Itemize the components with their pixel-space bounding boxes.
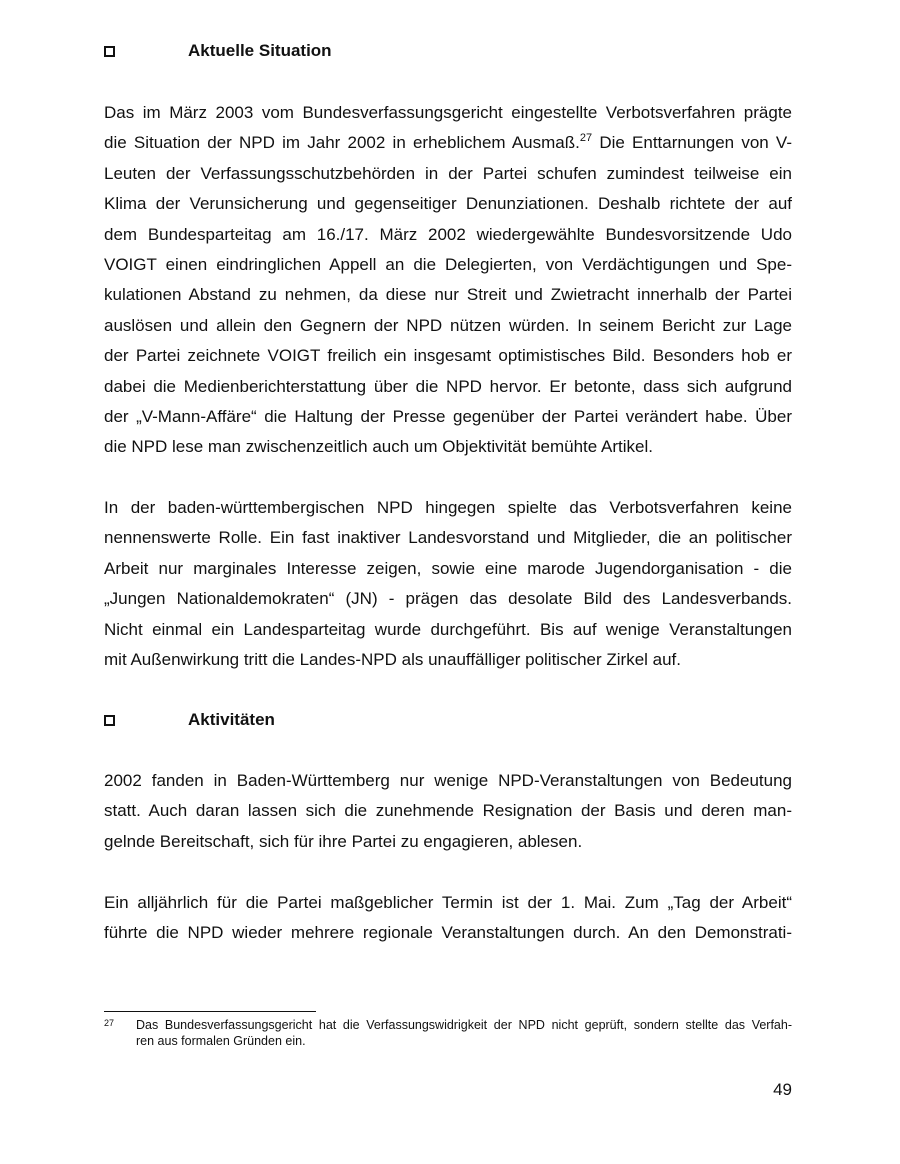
checkbox-bullet-icon [104,715,115,726]
text-line: In der baden-württembergischen NPD hingegen spielte das Verbotsverfahren keine [104,498,792,517]
section-heading-text: Aktivitäten [188,710,275,729]
footnote-separator [104,1011,316,1012]
footnote-line: Das Bundesverfassungsgericht hat die Verfassungswidrigkeit der NPD nicht geprüft, sondern stellte das Verfah- [136,1018,792,1032]
page-number: 49 [773,1080,792,1099]
text-line: Arbeit nur marginales Interesse zeigen, sowie eine marode Jugendorganisation - die [104,558,792,578]
text-line: 2002 fanden in Baden-Württemberg nur wenige NPD-Veranstaltungen von Bedeutung [104,771,792,790]
paragraph-landesverband [104,493,792,675]
text-line: Leuten der Verfassungsschutzbehörden in der Partei schufen zumindest teilweise ein [104,163,792,183]
text-line: Ein alljährlich für die Partei maßgeblicher Termin ist der 1. Mai. Zum „Tag der Arbeit“ [104,893,792,912]
text-line: auslösen und allein den Gegnern der NPD nützen würden. In seinem Bericht zur Lage [104,315,792,335]
paragraph-tag-der-arbeit [104,888,792,949]
text-line: „Jungen Nationaldemokraten“ (JN) - prägen das desolate Bild des Landesverbands. [104,589,792,609]
text-segment: Die Enttarnungen von V- [592,133,792,153]
footnote-line: ren aus formalen Gründen ein. [136,1034,306,1048]
paragraph-verbotsverfahren [104,98,792,463]
footnote-text [136,1017,792,1049]
text-line: Klima der Verunsicherung und gegenseitiger Denunziationen. Deshalb richtete der auf [104,194,792,214]
text-line: mit Außenwirkung tritt die Landes-NPD als unauffälliger politischer Zirkel auf. [104,649,682,669]
text-line: Das im März 2003 vom Bundesverfassungsgericht eingestellte Verbotsverfahren prägte [104,103,792,122]
footnote-reference[interactable]: 27 [579,132,593,145]
text-line: Nicht einmal ein Landesparteitag wurde durchgeführt. Bis auf wenige Veranstaltungen [104,619,792,639]
text-line: dem Bundesparteitag am 16./17. März 2002 wiedergewählte Bundesvorsitzende Udo [104,224,792,244]
text-line: dabei die Medienberichterstattung über die NPD hervor. Er betonte, dass sich aufgrund [104,376,792,396]
section-heading-aktuelle-situation [104,39,332,63]
text-line: führte die NPD wieder mehrere regionale Veranstaltungen durch. An den Demonstrati- [104,923,792,943]
text-line: der Partei zeichnete VOIGT freilich ein insgesamt optimistisches Bild. Besonders hob er [104,346,792,366]
text-line: nennenswerte Rolle. Ein fast inaktiver Landesvorstand und Mitglieder, die an politischer [104,528,792,548]
text-line: kulationen Abstand zu nehmen, da diese nur Streit und Zwietracht innerhalb der Partei [104,285,792,305]
text-line: gelnde Bereitschaft, sich für ihre Partei zu engagieren, ablesen. [104,831,583,851]
text-line: der „V-Mann-Affäre“ die Haltung der Presse gegenüber der Partei verändert habe. Über [104,406,792,426]
checkbox-bullet-icon [104,46,115,57]
footnote-number: 27 [104,1018,115,1028]
text-line: statt. Auch daran lassen sich die zunehmende Resignation der Basis und deren man- [104,801,792,821]
paragraph-veranstaltungen [104,766,792,857]
section-heading-aktivitaeten [104,708,275,732]
text-line: VOIGT einen eindringlichen Appell an die Delegierten, von Verdächtigungen und Spe- [104,254,792,274]
text-segment: die Situation der NPD im Jahr 2002 in erheblichem Ausmaß. [104,133,580,153]
text-line-with-footnote [104,128,792,158]
text-line: die NPD lese man zwischenzeitlich auch um Objektivität bemühte Artikel. [104,437,653,457]
section-heading-text: Aktuelle Situation [188,41,332,60]
